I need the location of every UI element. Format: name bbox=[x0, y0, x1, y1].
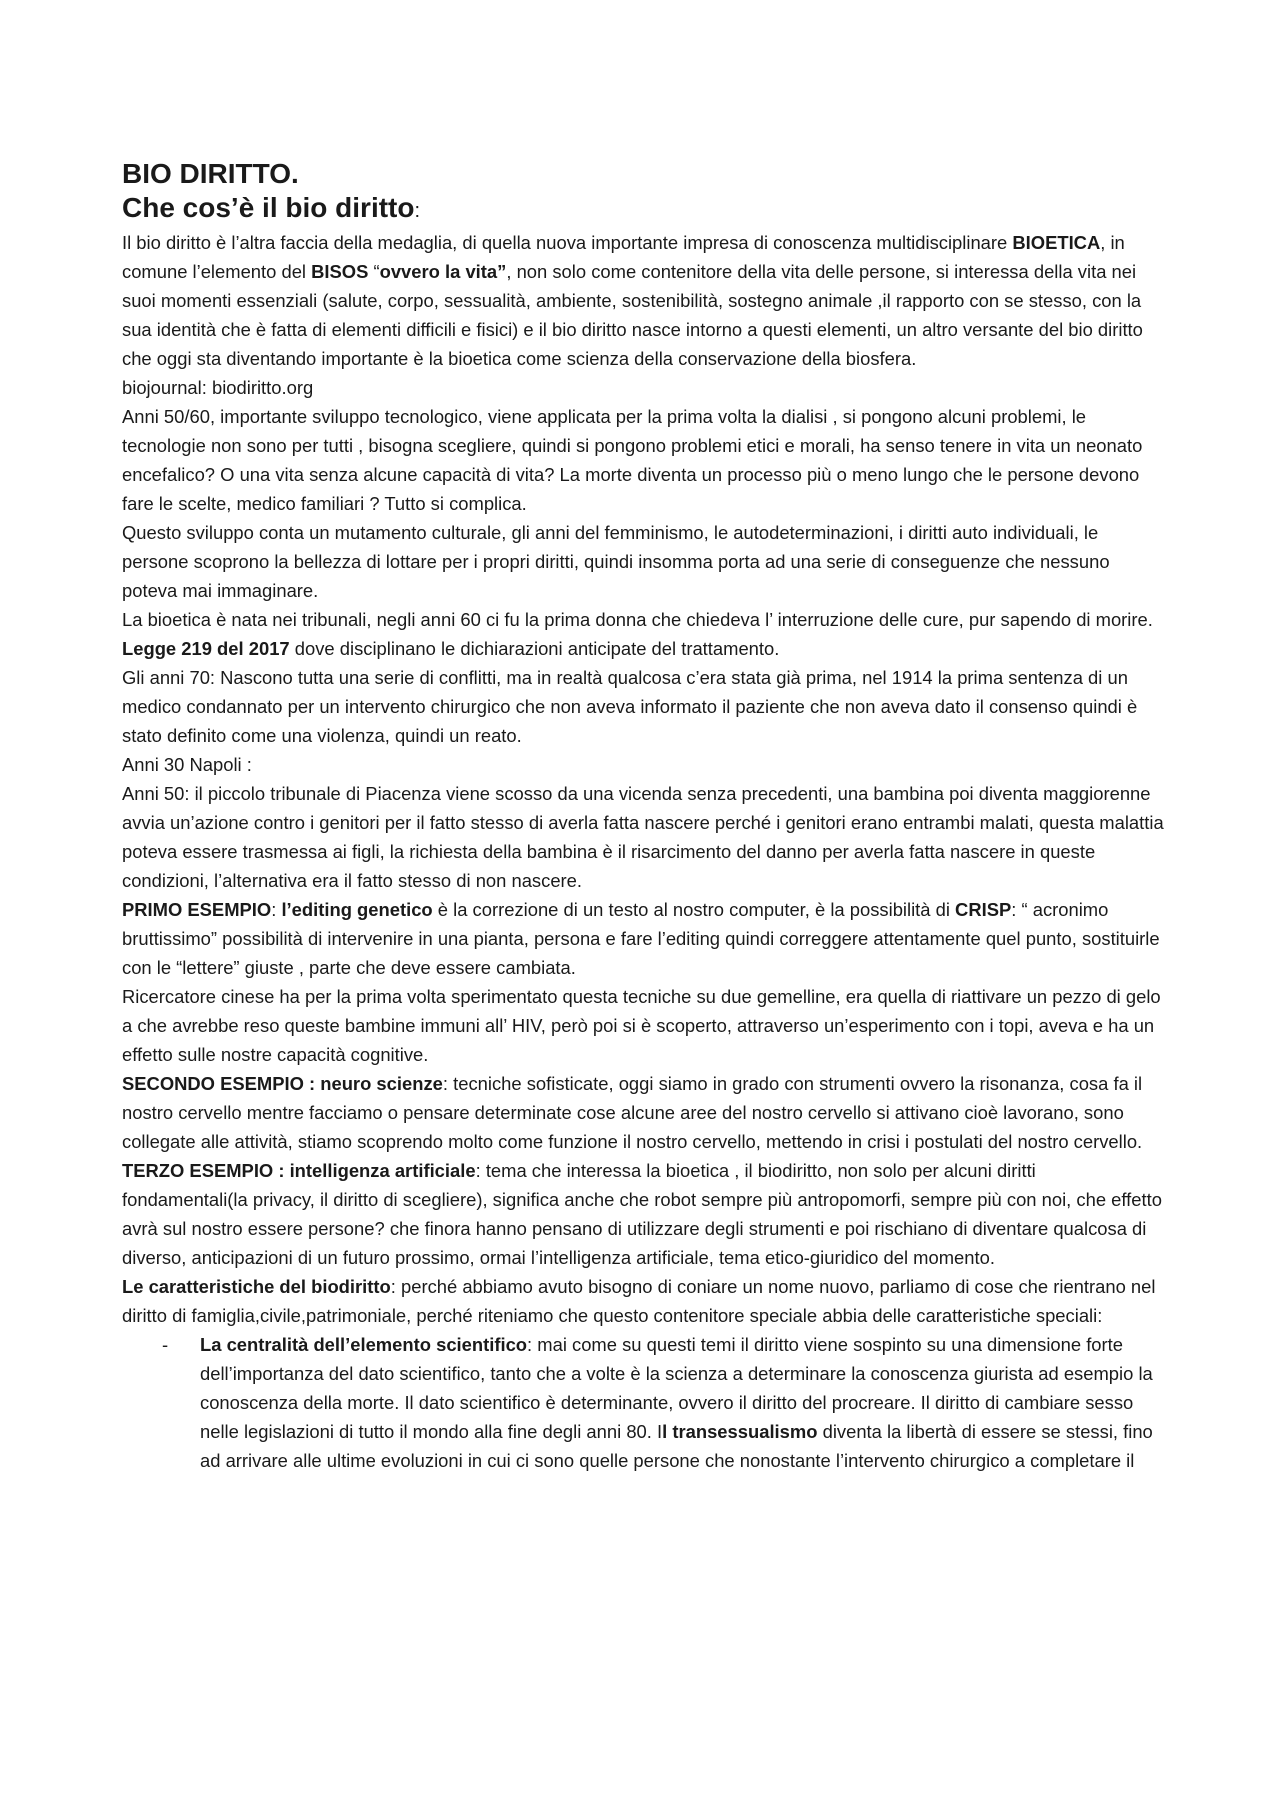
document-subtitle bbox=[122, 191, 1166, 228]
paragraph-tribunali bbox=[122, 605, 1166, 634]
document-body bbox=[122, 228, 1166, 1475]
paragraph-intro bbox=[122, 228, 1166, 373]
text-run: Gli anni 70: Nascono tutta una serie di conflitti, ma in realtà qualcosa c’era stata già prima, nel 1914 la prima sentenza di un medico condannato per un intervento chirurgico che non aveva informato il paziente che non aveva dato il consenso quindi è stato definito come una violenza, quindi un reato. bbox=[122, 667, 1138, 746]
text-run: Anni 50: il piccolo tribunale di Piacenza viene scosso da una vicenda senza precedenti, una bambina poi diventa maggiorenne avvia un’azione contro i genitori per il fatto stesso di averla fatta nascere perché i genitori erano entrambi malati, questa malattia poteva essere trasmessa ai figli, la richiesta della bambina è il risarcimento del danno per averla fatta nascere in queste condizioni, l’alternativa era il fatto stesso di non nascere. bbox=[122, 783, 1164, 891]
bold-text-run: BISOS bbox=[311, 261, 369, 282]
bold-text-run: La centralità dell’elemento scientifico bbox=[200, 1334, 528, 1355]
text-run: : “ acronimo bruttissimo” possibilità di intervenire in una pianta, persona e fare l’editing quindi correggere attentamente quel punto, sostituirle con le “lettere” giuste , parte che deve essere cambiata. bbox=[122, 899, 1160, 978]
list-item bbox=[122, 1330, 1166, 1475]
text-run: Il bio diritto è l’altra faccia della medaglia, di quella nuova importante impresa di conoscenza multidisciplinare bbox=[122, 232, 1013, 253]
bullet-dash: - bbox=[162, 1334, 169, 1355]
text-run: Questo sviluppo conta un mutamento culturale, gli anni del femminismo, le autodeterminazioni, i diritti auto individuali, le persone scoprono la bellezza di lottare per i propri diritti, quindi insomma porta ad una serie di conseguenze che nessuno poteva mai immaginare. bbox=[122, 522, 1110, 601]
bold-text-run: Le caratteristiche del biodiritto bbox=[122, 1276, 391, 1297]
paragraph-primo-esempio bbox=[122, 895, 1166, 982]
paragraph-caratteristiche bbox=[122, 1272, 1166, 1330]
text-run: è la correzione di un testo al nostro computer, è la possibilità di bbox=[432, 899, 956, 920]
subtitle-colon: : bbox=[414, 200, 421, 222]
text-run: diventa la libertà di essere se stessi, fino ad arrivare alle ultime evoluzioni in cui ci sono quelle persone che nonostante l’intervento chirurgico a completare il bbox=[200, 1421, 1153, 1471]
bold-text-run: ovvero la vita” bbox=[379, 261, 507, 282]
bold-text-run: CRISP bbox=[955, 899, 1012, 920]
text-run: La bioetica è nata nei tribunali, negli anni 60 ci fu la prima donna che chiedeva l’ interruzione delle cure, pur sapendo di morire. bbox=[122, 609, 1153, 630]
bold-text-run: Legge 219 del 2017 bbox=[122, 638, 290, 659]
paragraph-ricercatore-cinese bbox=[122, 982, 1166, 1069]
paragraph-anni-70 bbox=[122, 663, 1166, 750]
characteristics-list bbox=[122, 1330, 1166, 1475]
text-run: : tecniche sofisticate, oggi siamo in grado con strumenti ovvero la risonanza, cosa fa il nostro cervello mentre facciamo o pensare determinate cose alcune aree del nostro cervello si attivano cioè lavorano, sono collegate alle attività, stiamo scoprendo molto come funzione il nostro cervello, mettendo in crisi i postulati del nostro cervello. bbox=[122, 1073, 1143, 1152]
text-run: Anni 50/60, importante sviluppo tecnologico, viene applicata per la prima volta la dialisi , si pongono alcuni problemi, le tecnologie non sono per tutti , bisogna scegliere, quindi si pongono problemi etici e morali, ha senso tenere in vita un neonato encefalico? O una vita senza alcune capacità di vita? La morte diventa un processo più o meno lungo che le persone devono fare le scelte, medico familiari ? Tutto si complica. bbox=[122, 406, 1143, 514]
text-run: “ bbox=[368, 261, 380, 282]
text-run: : tema che interessa la bioetica , il biodiritto, non solo per alcuni diritti fondamentali(la privacy, il diritto di scegliere), significa anche che robot sempre più antropomorfi, sempre più con noi, che effetto avrà sul nostro essere persone? che finora hanno pensano di utilizzare degli strumenti e poi rischiano di diventare qualcosa di diverso, anticipazioni di un futuro prossimo, ormai l’intelligenza artificiale, tema etico-giuridico del momento. bbox=[122, 1160, 1162, 1268]
text-run: : perché abbiamo avuto bisogno di coniare un nome nuovo, parliamo di cose che rientrano nel diritto di famiglia,civile,patrimoniale, perché riteniamo che questo contenitore speciale abbia delle caratteristiche speciali: bbox=[122, 1276, 1156, 1326]
list-item-text bbox=[200, 1334, 1153, 1471]
paragraph-anni-50-60 bbox=[122, 402, 1166, 518]
text-run: Anni 30 Napoli : bbox=[122, 754, 252, 775]
paragraph-secondo-esempio bbox=[122, 1069, 1166, 1156]
bold-text-run: BIOETICA bbox=[1012, 232, 1101, 253]
document-page bbox=[122, 157, 1166, 1475]
bold-text-run: TERZO ESEMPIO : intelligenza artificiale bbox=[122, 1160, 476, 1181]
paragraph-anni-30 bbox=[122, 750, 1166, 779]
text-run: : mai come su questi temi il diritto viene sospinto su una dimensione forte dell’importanza del dato scientifico, tanto che a volte è la scienza a determinare la conoscenza giurista ad esempio la conoscenza della morte. Il dato scientifico è determinante, ovvero il diritto del procreare. Il diritto di cambiare sesso nelle legislazioni di tutto il mondo alla fine degli anni 80. I bbox=[200, 1334, 1153, 1442]
paragraph-biojournal bbox=[122, 373, 1166, 402]
text-run: biojournal: biodiritto.org bbox=[122, 377, 314, 398]
bold-text-run: l’editing genetico bbox=[281, 899, 433, 920]
text-run: : bbox=[271, 899, 282, 920]
text-run: dove disciplinano le dichiarazioni anticipate del trattamento. bbox=[289, 638, 780, 659]
bold-text-run: PRIMO ESEMPIO bbox=[122, 899, 272, 920]
text-run: , non solo come contenitore della vita delle persone, si interessa della vita nei suoi momenti essenziali (salute, corpo, sessualità, ambiente, sostenibilità, sostegno animale ,il rapporto con se stesso, con la sua identità che è fatta di elementi difficili e fisici) e il bio diritto nasce intorno a questi elementi, un altro versante del bio diritto che oggi sta diventando importante è la bioetica come scienza della conservazione della biosfera. bbox=[122, 261, 1143, 369]
subtitle-text: Che cos’è il bio diritto bbox=[122, 192, 415, 223]
document-title: BIO DIRITTO. bbox=[122, 158, 299, 189]
paragraph-terzo-esempio bbox=[122, 1156, 1166, 1272]
text-run: Ricercatore cinese ha per la prima volta sperimentato questa tecniche su due gemelline, era quella di riattivare un pezzo di gelo a che avrebbe reso queste bambine immuni all’ HIV, però poi si è scoperto, attraverso un’esperimento con i topi, aveva e ha un effetto sulle nostre capacità cognitive. bbox=[122, 986, 1161, 1065]
paragraph-legge-219 bbox=[122, 634, 1166, 663]
bold-text-run: SECONDO ESEMPIO : neuro scienze bbox=[122, 1073, 443, 1094]
text-run: , in comune l’elemento del bbox=[122, 232, 1125, 282]
bold-text-run: l transessualismo bbox=[662, 1421, 818, 1442]
paragraph-mutamento-culturale bbox=[122, 518, 1166, 605]
paragraph-anni-50 bbox=[122, 779, 1166, 895]
